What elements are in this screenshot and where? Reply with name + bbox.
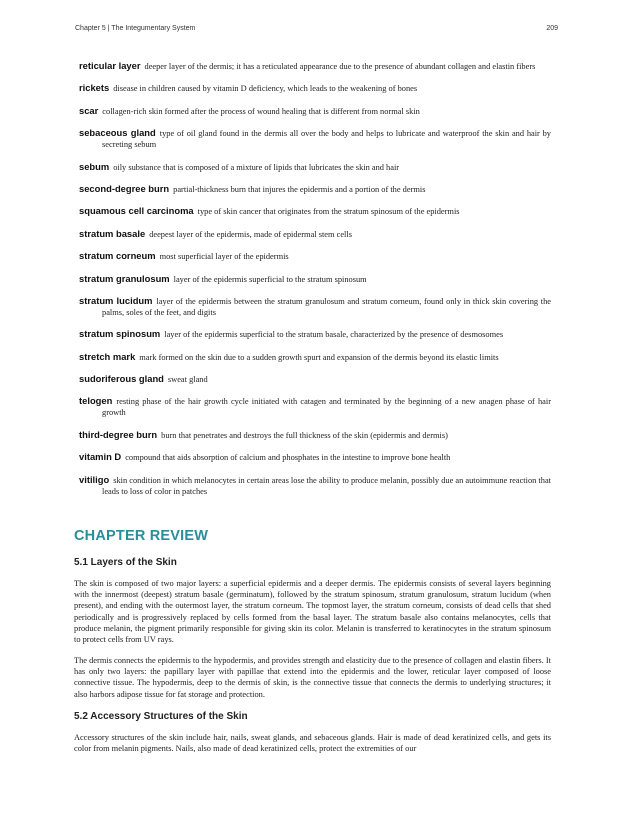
chapter-review-heading: CHAPTER REVIEW <box>74 528 209 544</box>
glossary-term: sebaceous gland <box>79 127 156 139</box>
section-heading-5-2: 5.2 Accessory Structures of the Skin <box>74 711 248 722</box>
glossary-definition: layer of the epidermis superficial to the stratum spinosum <box>173 274 367 284</box>
glossary-term: vitiligo <box>79 473 110 485</box>
glossary-list <box>79 60 551 507</box>
glossary-entry <box>79 295 551 318</box>
glossary-term: vitamin D <box>79 451 122 463</box>
glossary-definition: sweat gland <box>167 375 208 385</box>
glossary-definition: compound that aids absorption of calcium and phosphates in the intestine to improve bone health <box>125 453 451 463</box>
glossary-definition: deepest layer of the epidermis, made of epidermal stem cells <box>149 229 352 239</box>
glossary-term: sebum <box>79 160 110 172</box>
glossary-definition: layer of the epidermis superficial to the stratum basale, characterized by the presence of desmosomes <box>164 330 504 340</box>
glossary-term: stratum corneum <box>79 250 156 262</box>
glossary-definition: deeper layer of the dermis; it has a reticulated appearance due to the presence of abundant collagen and elastin fibers <box>144 62 536 71</box>
glossary-definition: oily substance that is composed of a mixture of lipids that lubricates the skin and hair <box>113 162 400 172</box>
glossary-definition: most superficial layer of the epidermis <box>159 252 289 262</box>
glossary-term: sudoriferous gland <box>79 373 164 385</box>
glossary-entry <box>79 205 551 217</box>
glossary-entry <box>79 373 551 385</box>
glossary-entry <box>79 60 551 72</box>
glossary-entry <box>79 250 551 262</box>
glossary-term: stratum basale <box>79 227 146 239</box>
glossary-term: third-degree burn <box>79 428 158 440</box>
glossary-definition: burn that penetrates and destroys the full thickness of the skin (epidermis and dermis) <box>161 430 448 440</box>
glossary-definition: partial-thickness burn that injures the epidermis and a portion of the dermis <box>173 184 426 194</box>
glossary-entry <box>79 183 551 195</box>
glossary-term: stretch mark <box>79 350 136 362</box>
glossary-definition: skin condition in which melanocytes in certain areas lose the ability to produce melanin, possibly due an autoimmune reaction that leads to loss of color in patches <box>102 475 551 496</box>
section-5-1-paragraph-2: The dermis connects the epidermis to the hypodermis, and provides strength and elasticity due to the presence of collagen and elastin fibers. It has only two layers: the papillary layer with papillae that extend into the epidermis and the lower, reticular layer composed of loose connective tissue. The hypodermis, deep to the dermis of skin, is the connective tissue that connects the dermis to underlying structures; it also harbors adipose tissue for fat storage and protection. <box>74 656 551 699</box>
glossary-definition: type of oil gland found in the dermis all over the body and helps to lubricate and waterproof the skin and hair by secreting sebum <box>102 129 551 150</box>
glossary-entry <box>79 451 551 463</box>
glossary-definition: type of skin cancer that originates from the stratum spinosum of the epidermis <box>197 207 460 217</box>
section-heading-5-1: 5.1 Layers of the Skin <box>74 557 177 568</box>
section-5-1-paragraph-1: The skin is composed of two major layers: a superficial epidermis and a deeper dermis. The epidermis consists of several layers beginning with the innermost (deepest) stratum basale (germinatum), followed by the stratum spinosum, stratum granulosum, stratum lucidum (when present), and ending with the outermost layer, the stratum corneum. The topmost layer, the stratum corneum, consists of dead cells that shed periodically and is progressively replaced by cells formed from the basal layer. The stratum basale also contains melanocytes, cells that produce melanin, the pigment primarily responsible for giving skin its color. Melanin is transferred to keratinocytes in the stratum spinosum to protect cells from UV rays. <box>74 579 551 645</box>
page-number: 209 <box>546 25 558 32</box>
glossary-term: reticular layer <box>79 60 141 71</box>
glossary-entry <box>79 161 551 173</box>
glossary-definition: layer of the epidermis between the stratum granulosum and stratum corneum, found only in thick skin covering the palms, soles of the feet, and digits <box>102 296 551 317</box>
glossary-entry <box>79 228 551 240</box>
glossary-entry <box>79 127 551 150</box>
glossary-term: stratum granulosum <box>79 272 170 284</box>
glossary-term: stratum spinosum <box>79 328 161 340</box>
glossary-entry <box>79 351 551 363</box>
glossary-term: scar <box>79 104 99 116</box>
section-5-2-paragraph-1: Accessory structures of the skin include hair, nails, sweat glands, and sebaceous glands. Hair is made of dead keratinized cells, and gets its color from melanin pigments. Nails, also made of dead keratinized cells, protect the extremities of our <box>74 733 551 754</box>
glossary-definition: collagen-rich skin formed after the process of wound healing that is different from normal skin <box>102 106 420 116</box>
glossary-definition: disease in children caused by vitamin D deficiency, which leads to the weakening of bones <box>113 84 418 94</box>
glossary-term: telogen <box>79 395 113 407</box>
glossary-entry <box>79 273 551 285</box>
glossary-entry <box>79 105 551 117</box>
running-header <box>75 25 558 32</box>
glossary-term: stratum lucidum <box>79 294 153 306</box>
glossary-definition: resting phase of the hair growth cycle initiated with catagen and terminated by the beginning of a new anagen phase of hair growth <box>102 397 551 418</box>
glossary-entry <box>79 429 551 441</box>
glossary-term: second-degree burn <box>79 182 170 194</box>
glossary-entry <box>79 474 551 497</box>
glossary-entry <box>79 395 551 418</box>
glossary-entry <box>79 328 551 340</box>
chapter-title: Chapter 5 | The Integumentary System <box>75 25 196 32</box>
glossary-term: squamous cell carcinoma <box>79 205 194 217</box>
glossary-entry <box>79 82 551 94</box>
glossary-definition: mark formed on the skin due to a sudden growth spurt and expansion of the dermis beyond its elastic limits <box>139 352 499 362</box>
glossary-term: rickets <box>79 82 110 94</box>
